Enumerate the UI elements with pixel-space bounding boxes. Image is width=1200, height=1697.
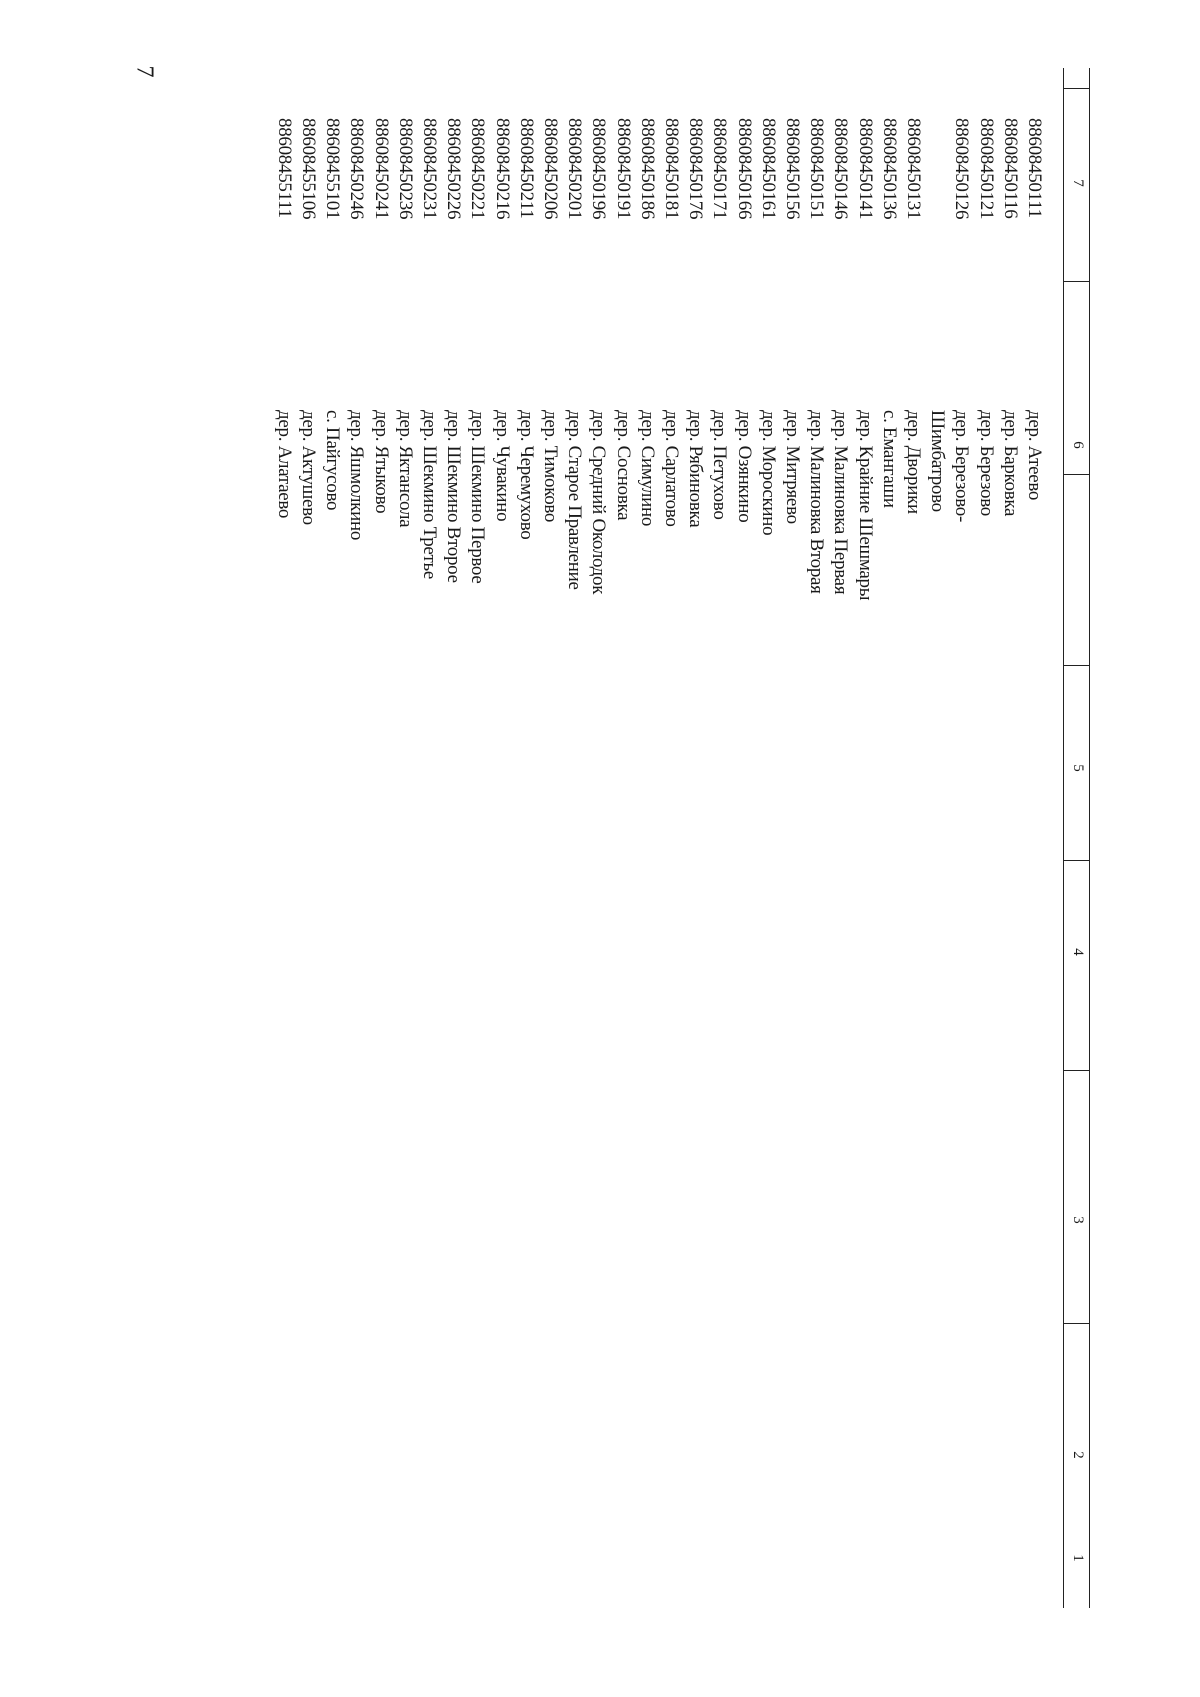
settlement-name: дер. Яшмолкино: [346, 410, 368, 541]
table-row: [298, 68, 320, 1608]
oktmo-code: 88608450186: [636, 118, 658, 220]
column-divider: [1064, 1323, 1090, 1324]
oktmo-code: 88608450231: [419, 118, 440, 220]
settlement-name: дер. Средний Околодок: [588, 410, 610, 595]
column-divider: [1064, 665, 1090, 666]
oktmo-code: 88608450206: [540, 118, 561, 220]
oktmo-code: 88608450241: [370, 118, 392, 220]
table-row: [830, 68, 852, 1608]
column-divider: [1064, 474, 1090, 475]
oktmo-code: 88608450246: [346, 118, 368, 220]
oktmo-code: 88608450221: [467, 118, 489, 220]
settlement-name: дер. Алатаево: [273, 410, 295, 519]
column-divider: [1064, 88, 1090, 89]
column-divider: [1064, 1070, 1090, 1071]
table-row: [491, 68, 513, 1608]
settlement-name: дер. Рябиновка: [685, 410, 707, 528]
settlement-name: дер. Актушево: [298, 410, 319, 525]
settlement-name: дер. Шекмино Первое: [467, 410, 489, 584]
settlement-name: дер. Морoскино: [757, 410, 779, 536]
oktmo-code: 88608455101: [322, 118, 344, 220]
table-row: [564, 68, 586, 1608]
table-row: [661, 68, 683, 1608]
settlement-name: дер. Ятыково: [370, 410, 392, 514]
oktmo-code: 88608450151: [806, 118, 828, 220]
oktmo-code: 88608450161: [757, 118, 779, 220]
table-header-row: [1063, 68, 1090, 1608]
table-row: [685, 68, 707, 1608]
settlement-name: дер. Петухово: [709, 410, 731, 520]
oktmo-code: 88608450146: [830, 118, 852, 220]
table-row: [419, 68, 441, 1608]
settlement-name: дер. Шекмино Второе: [443, 410, 465, 583]
table-row: [951, 68, 973, 1608]
table-row: [1024, 68, 1046, 1608]
column-header-7: 7: [1070, 179, 1086, 187]
oktmo-code: 88608450191: [612, 118, 634, 220]
oktmo-code: 88608450171: [709, 118, 731, 220]
settlement-name: дер. Озянкино: [733, 410, 755, 523]
table-row: [588, 68, 610, 1608]
settlement-name: дер. Яктансола: [394, 410, 416, 528]
settlement-name: дер. Малиновка Первая: [830, 410, 852, 595]
table-row: [346, 68, 368, 1608]
oktmo-code: 88608450226: [443, 118, 465, 220]
table-row: [782, 68, 804, 1608]
table-row: [322, 68, 344, 1608]
column-header-1: 1: [1070, 1554, 1086, 1562]
table-row: [975, 68, 997, 1608]
oktmo-code: 88608450136: [878, 118, 900, 220]
settlement-name: дер. Барковка: [999, 410, 1021, 517]
settlement-name: с. Емангаши: [878, 410, 900, 508]
table-row: [540, 68, 562, 1608]
page-number: 7: [131, 65, 158, 78]
table-row: [443, 68, 465, 1608]
settlement-name: с. Пайгусово: [322, 410, 344, 511]
oktmo-code: 88608450126: [951, 118, 973, 220]
oktmo-code: 88608450121: [975, 118, 997, 220]
table-row: [903, 68, 925, 1608]
table-row: [273, 68, 295, 1608]
column-header-3: 3: [1070, 1216, 1086, 1224]
settlement-name: дер. Крайние Шешмары: [854, 410, 876, 601]
oktmo-code: 88608450196: [588, 118, 610, 220]
settlement-name: дер. Митряево: [782, 410, 803, 524]
table-row: [467, 68, 489, 1608]
table-row: [515, 68, 537, 1608]
oktmo-code: 88608450236: [394, 118, 416, 220]
settlement-name: дер. Тимоково: [540, 410, 561, 523]
column-header-4: 4: [1070, 948, 1086, 956]
column-header-6: 6: [1070, 441, 1086, 449]
settlement-name: дер. Шекмино Третье: [419, 410, 440, 580]
settlement-name: дер. Березово-: [951, 410, 973, 522]
oktmo-code: 88608455111: [273, 118, 295, 218]
oktmo-code: 88608450131: [903, 118, 924, 220]
oktmo-code: 88608450176: [685, 118, 707, 220]
table-row: [370, 68, 392, 1608]
settlement-name: дер. Чувакино: [491, 410, 513, 522]
settlement-name: дер. Атеево: [1024, 410, 1045, 501]
oktmo-code: 88608455106: [298, 118, 319, 220]
table-row: [394, 68, 416, 1608]
settlement-name: дер. Старое Правление: [564, 410, 586, 590]
settlement-name: дер. Малиновка Вторая: [806, 410, 828, 594]
table-row: [806, 68, 828, 1608]
settlement-name: дер. Сарлатово: [661, 410, 682, 527]
settlement-name: дер. Дворики: [903, 410, 924, 514]
oktmo-code: 88608450141: [854, 118, 876, 220]
oktmo-code: 88608450156: [782, 118, 803, 220]
settlement-name: дер. Березово: [975, 410, 997, 516]
table-row: [636, 68, 658, 1608]
settlement-code-table: [210, 68, 1090, 1608]
oktmo-code: 88608450201: [564, 118, 586, 220]
oktmo-code: 88608450111: [1024, 118, 1045, 218]
table-row: [927, 68, 949, 1608]
settlement-name: Шимбатрово: [927, 410, 949, 512]
table-row: [878, 68, 900, 1608]
oktmo-code: 88608450211: [515, 118, 537, 219]
column-divider: [1064, 860, 1090, 861]
oktmo-code: 88608450166: [733, 118, 755, 220]
oktmo-code: 88608450181: [661, 118, 682, 220]
settlement-name: дер. Сосновка: [612, 410, 634, 521]
settlement-name: дер. Симулино: [636, 410, 658, 527]
table-row: [757, 68, 779, 1608]
column-header-5: 5: [1070, 764, 1086, 772]
oktmo-code: 88608450116: [999, 118, 1021, 219]
table-row: [854, 68, 876, 1608]
oktmo-code: 88608450216: [491, 118, 513, 220]
column-divider: [1064, 281, 1090, 282]
table-row: [612, 68, 634, 1608]
table-row: [709, 68, 731, 1608]
table-row: [999, 68, 1021, 1608]
settlement-name: дер. Черемухово: [515, 410, 537, 540]
column-header-2: 2: [1070, 1451, 1086, 1459]
table-row: [733, 68, 755, 1608]
